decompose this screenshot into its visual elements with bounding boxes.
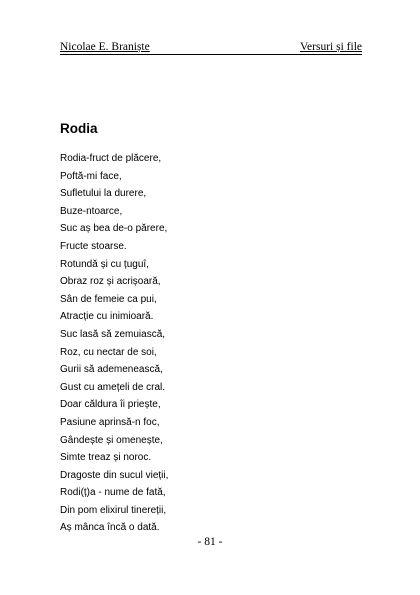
poem-line: Fructe stoarse. xyxy=(60,240,127,252)
poem-line: Buze-ntoarce, xyxy=(60,205,123,217)
poem-line: Simte treaz și noroc. xyxy=(60,452,152,464)
poem-line: Rodia-fruct de plăcere, xyxy=(60,153,162,164)
poem-line: Dragoste din sucul vieții, xyxy=(60,469,169,481)
poem-line: Gândește și omenește, xyxy=(60,434,163,446)
poem-line: Rotundă și cu țuguî, xyxy=(60,258,149,270)
poem-line: Aș mânca încă o dată. xyxy=(60,522,160,534)
poem-line: Sân de femeie ca pui, xyxy=(60,293,157,305)
poem-line: Gust cu amețeli de cral. xyxy=(60,381,166,393)
poem-line: Din pom elixirul tinereții, xyxy=(60,504,167,516)
header-book-title: Versuri și file xyxy=(300,41,362,53)
page-header xyxy=(60,41,362,55)
page-number: - 81 - xyxy=(197,536,223,548)
header-author: Nicolae E. Braniște xyxy=(60,41,150,53)
poem-line: Suc lasă să zemuiască, xyxy=(60,328,166,340)
poem-line: Roz, cu nectar de soi, xyxy=(60,346,157,358)
poem-line: Poftă-mi face, xyxy=(60,170,122,182)
poem-line: Suc aș bea de-o părere, xyxy=(60,223,168,235)
poem-line: Doar căldura îi priește, xyxy=(60,399,161,411)
poem-line: Rodi(ț)a - nume de fată, xyxy=(60,487,166,499)
poem-line: Pasiune aprinsă-n foc, xyxy=(60,416,160,428)
poem-title: Rodia xyxy=(60,121,98,136)
poem-body xyxy=(60,150,168,537)
poem-line: Sufletului la durere, xyxy=(60,188,147,200)
poem-line: Obraz roz și acrișoară, xyxy=(60,276,161,288)
header-underline xyxy=(60,54,362,55)
poem-line: Gurii să ademenească, xyxy=(60,364,163,376)
poem-line: Atracție cu inimioară. xyxy=(60,311,154,323)
